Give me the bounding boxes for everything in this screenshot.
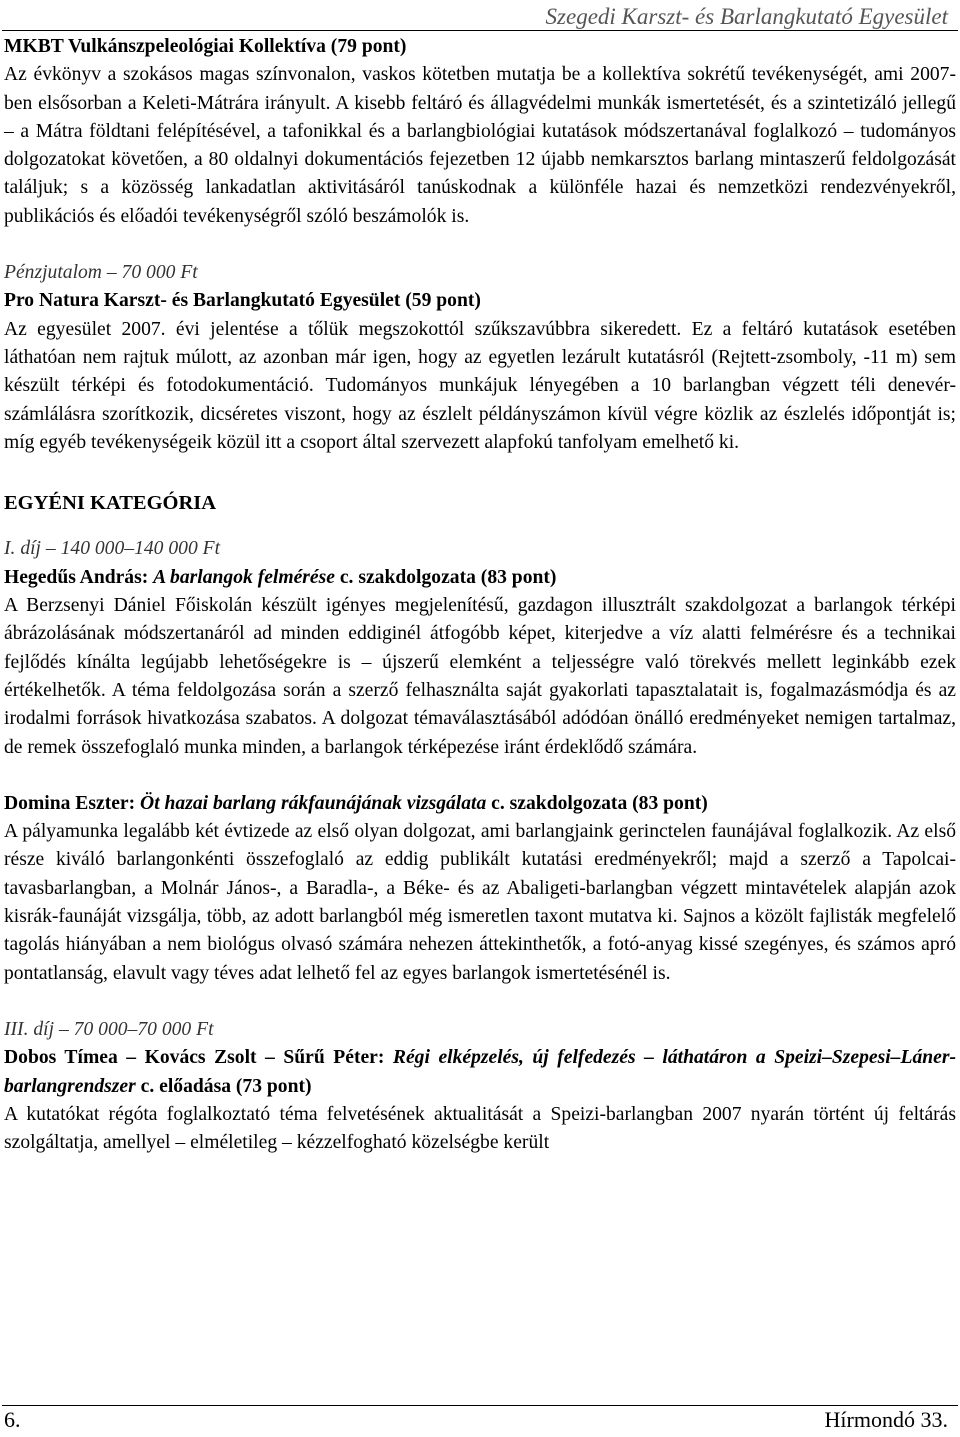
mkbt-heading: MKBT Vulkánszpeleológiai Kollektíva (79 pont) bbox=[4, 36, 407, 57]
hegedus-title: A barlangok felmérése bbox=[153, 566, 335, 588]
dobos-paragraph: A kutatókat régóta foglalkoztató téma felvetésének aktualitását a Speizi-barlangban 2007 nyarán történt új feltárás szolgáltatja, amellyel – elméletileg – kézzelfogható közelségbe került bbox=[4, 1103, 956, 1154]
hegedus-paragraph: A Berzsenyi Dániel Főiskolán készült igényes megjelenítésű, gazdagon illusztrált szakdolgozat a barlangok térképi ábrázolásának módszertanáról ad minden eddiginél átfogóbb képet, kiterjedve a víz alatti felmérésre és a technikai fejlődés kínálta legújabb lehetőségekre is – újszerű elemként a teljességre való törekvés mellett leginkább ezek értékelhetők. A téma feldolgozása során a szerző felhasználta saját gyakorlati tapasztalatait is, fogalmazásmódja és az irodalmi források hivatkozása szabatos. A dolgozat témaválasztásából adódóan önálló eredményeket nemigen tartalmaz, de remek összefoglaló munka minden, a barlangok térképezése iránt érdeklődő számára. bbox=[4, 595, 956, 758]
domina-paragraph: A pályamunka legalább két évtizede az első olyan dolgozat, ami barlangjaink gerinctelen faunájával foglalkozik. Az első része kiváló barlangonkénti összefoglaló az eddig publikált kutatási eredményekről; majd a szerző a Tapolcai-tavasbarlangban, a Molnár János-, a Baradla-, a Béke- és az Abaligeti-barlangban végzett mintavételek alapján azok kisrák-faunáját vizsgálja, több, az adott barlangból még ismeretlen taxont mutatva ki. Sajnos a közölt fajlisták megfelelő tagolás hiányában a nem biológus olvasó számára nehezen áttekinthetők, a fotó-anyag kissé szegényes, és számos apró pontatlanság, elavult vagy téves adat lelhető fel az egyes barlangok ismertetésénél is. bbox=[4, 821, 956, 984]
pro-natura-paragraph: Az egyesület 2007. évi jelentése a tőlük megszokottól szűkszavúbbra sikeredett. Ez a feltáró kutatások esetében láthatóan nem rajtuk múlott, az azonban már igen, hogy az egyetlen lezárult kutatásról (Rejtett-zsomboly, -11 m) sem készült térképi és fotodokumentáció. Tudományos munkájuk lényegében a 10 barlangban végzett téli denevér-számlálásra szorítkozik, dicséretes viszont, hogy az észlelt példányszámon kívül végre közlik az észlelés időpontját is; míg egyéb tevékenységeik közül itt a csoport által szervezett alapfokú tanfolyam emelhető ki. bbox=[4, 318, 956, 453]
dobos-heading bbox=[4, 1044, 956, 1101]
header-rule bbox=[2, 30, 958, 31]
publication-name: Hírmondó 33. bbox=[824, 1407, 948, 1432]
mkbt-paragraph: Az évkönyv a szokásos magas színvonalon, vaskos kötetben mutatja be a kollektíva sokrétű tevékenységét, ami 2007-ben elsősorban a Keleti-Mátrára irányult. A kisebb feltáró és állagvédelmi munkák ismertetését, és a szintetizáló jellegű – a Mátra földtani felépítésével, a tafonikkal és a barlangbiológiai kutatások módszertanával foglalkozó – tudományos dolgozatokat követően, a 80 oldalnyi dokumentációs fejezetben 12 újabb nemkarsztos barlang mintaszerű feldolgozását találjuk; s a közösség lankadatlan aktivitásáról tanúskodnak a különféle hazai és nemzetközi rendezvényekről, publikációs és előadói tevékenységről szóló beszámolók is. bbox=[4, 64, 956, 227]
domina-title: Öt hazai barlang rákfaunájának vizsgálata bbox=[140, 792, 487, 814]
hegedus-suffix: c. szakdolgozata (83 pont) bbox=[334, 566, 557, 588]
pro-natura-prize: Pénzjutalom – 70 000 Ft bbox=[4, 262, 198, 284]
pro-natura-heading: Pro Natura Karszt- és Barlangkutató Egyesület (59 pont) bbox=[4, 290, 481, 312]
hegedus-heading bbox=[4, 564, 956, 592]
article-body bbox=[4, 33, 956, 1157]
category-title: EGYÉNI KATEGÓRIA bbox=[4, 492, 217, 515]
dobos-suffix: c. előadása (73 pont) bbox=[135, 1075, 312, 1097]
page-number: 6. bbox=[4, 1407, 21, 1432]
dobos-prize: III. díj – 70 000–70 000 Ft bbox=[4, 1018, 214, 1040]
domina-author: Domina Eszter: bbox=[4, 792, 141, 814]
domina-suffix: c. szakdolgozata (83 pont) bbox=[486, 792, 708, 814]
dobos-author: Dobos Tímea – Kovács Zsolt – Sűrű Péter: bbox=[4, 1047, 393, 1069]
hegedus-author: Hegedűs András: bbox=[4, 566, 154, 588]
dobos-title: Régi elképzelés, új felfedezés – láthatáron a Speizi–Szepesi–Láner- barlangrendszer bbox=[4, 1047, 956, 1097]
footer-rule bbox=[2, 1405, 958, 1406]
hegedus-prize: I. díj – 140 000–140 000 Ft bbox=[4, 538, 221, 560]
domina-heading bbox=[4, 790, 956, 818]
running-head: Szegedi Karszt- és Barlangkutató Egyesület bbox=[545, 4, 948, 29]
